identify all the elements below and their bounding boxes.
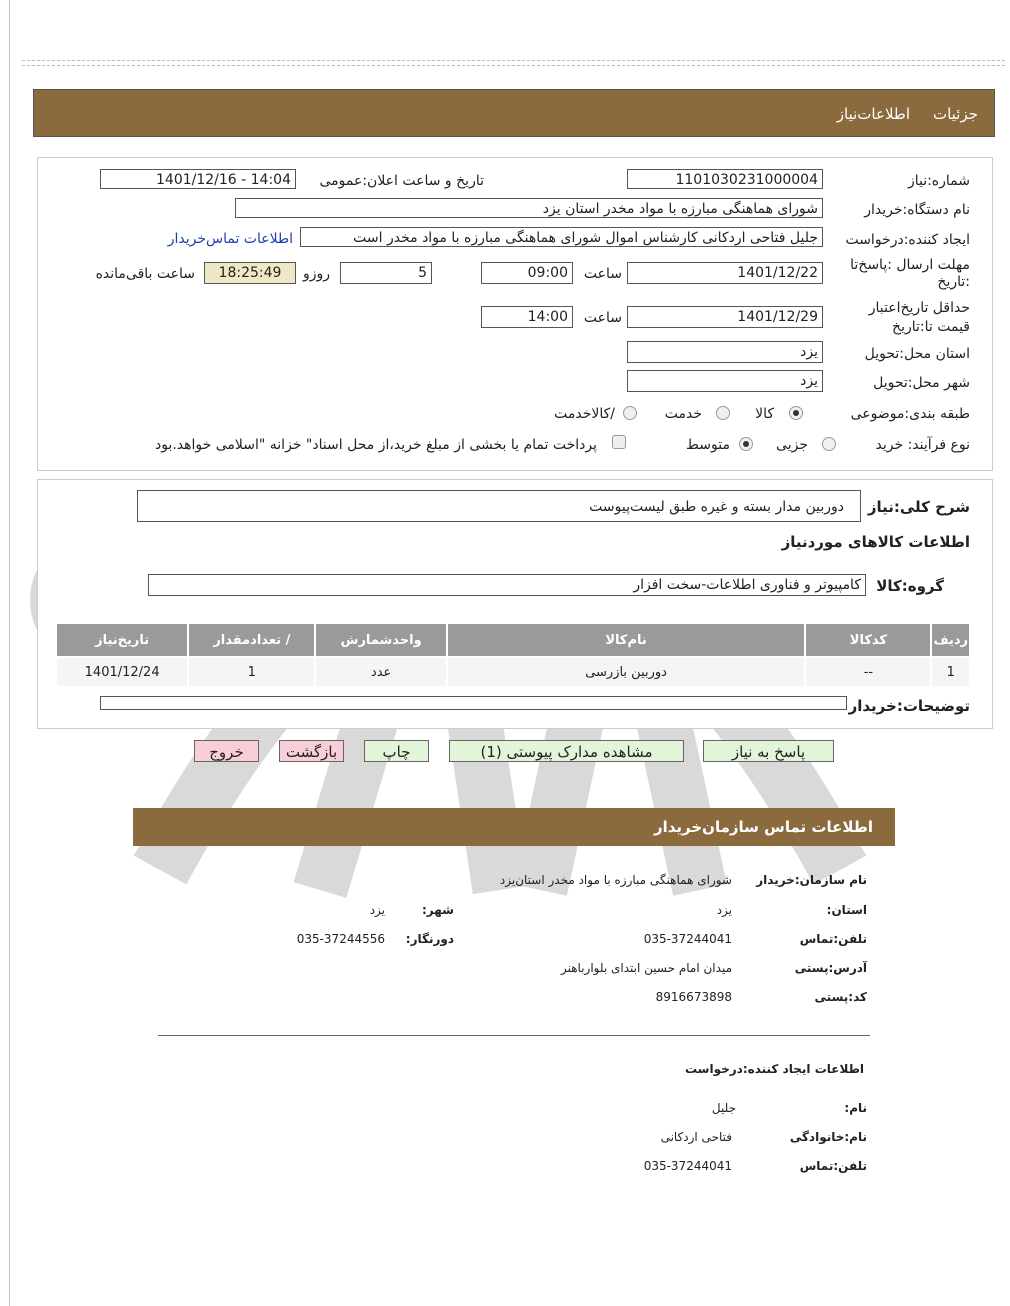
creator-family-label: نام:خانوادگی [789,1130,867,1144]
process-partial-radio[interactable] [822,437,836,451]
deadline-time-field: 09:00 [481,262,573,284]
table-row [56,657,970,687]
cell-quantity: 1 [188,657,315,687]
top-dotted-divider [22,60,1005,66]
need-number-label: شماره:نیاز [907,173,970,189]
view-attachments-button[interactable]: مشاهده مدارک پیوستی (1) [449,740,684,762]
announce-field: 1401/12/16 - 14:04 [100,169,296,189]
category-label: طبقه بندی:موضوعی [850,406,970,422]
contact-address-value: میدان امام حسین ابتدای بلوارباهنر [560,961,732,975]
cell-unit: عدد [315,657,446,687]
col-code: کدکالا [805,623,931,657]
contact-address-label: آدرس:پستی [794,961,867,975]
goods-group-field: کامپیوتر و فناوری اطلاعات-سخت افزار [148,574,866,596]
validity-time-label: ساعت [583,310,622,326]
overview-field: دوربین مدار بسته و غیره طبق لیست‌پیوست [137,490,861,522]
category-service-label: خدمت [664,406,702,422]
buyer-contact-header [133,808,895,846]
cell-name: دوربین بازرسی [447,657,806,687]
col-quantity: / تعدادمقدار [188,623,315,657]
deadline-label-2: :تاریخ [937,274,970,290]
cell-row: 1 [931,657,970,687]
creator-field: جلیل فتاحی اردکانی کارشناس اموال شورای هماهنگی مبارزه با مواد مخدر است [300,227,823,247]
buyer-notes-field [100,696,847,710]
back-button[interactable]: بازگشت [279,740,344,762]
goods-group-label: گروه:کالا [876,577,944,595]
process-partial-label: جزیی [776,437,808,453]
contact-province-label: استان: [826,903,867,917]
goods-info-title: اطلاعات کالاهای موردنیاز [781,533,970,551]
creator-name-value: جلیل [711,1101,736,1115]
buyer-contact-title: اطلاعات تماس سازمان‌خریدار [653,818,873,836]
validity-date-field: 1401/12/29 [627,306,823,328]
goods-table-header-row [56,623,970,657]
remaining-label: ساعت باقی‌مانده [95,266,195,282]
category-goods-service-label: /کالاخدمت [554,406,615,422]
top-navigation-bar [33,89,995,137]
creator-phone-value: 035-37244041 [643,1159,732,1173]
print-button[interactable]: چاپ [364,740,429,762]
contact-divider [158,1035,870,1036]
contact-city-value: یزد [369,903,385,917]
org-label: نام سازمان:خریدار [756,873,867,887]
category-goods-label: کالا [755,406,774,422]
category-goods-service-radio[interactable] [623,406,637,420]
col-name: نام‌کالا [447,623,806,657]
process-label: نوع فرآیند: خرید [875,437,970,453]
contact-phone-value: 035-37244041 [643,932,732,946]
col-unit: واحدشمارش [315,623,446,657]
creator-label: ایجاد کننده:درخواست [845,232,970,248]
remaining-time-field: 18:25:49 [204,262,296,284]
category-service-radio[interactable] [716,406,730,420]
reply-button[interactable]: پاسخ به نیاز [703,740,834,762]
days-field: 5 [340,262,432,284]
org-value: شورای هماهنگی مبارزه با مواد مخدر استان‌یزد [499,873,732,887]
province-label: استان محل:تحویل [864,346,970,362]
tab-details[interactable]: جزئیات [933,105,978,123]
buyer-org-label: نام دستگاه:خریدار [864,202,970,218]
col-need-date: تاریخ‌نیاز [56,623,188,657]
goods-table [55,622,971,688]
contact-postal-value: 8916673898 [655,990,732,1004]
process-medium-radio[interactable] [739,437,753,451]
contact-province-value: یزد [716,903,732,917]
deadline-date-field: 1401/12/22 [627,262,823,284]
city-field: یزد [627,370,823,392]
announce-label: تاریخ و ساعت اعلان:عمومی [319,173,484,189]
category-goods-radio[interactable] [789,406,803,420]
buyer-org-field: شورای هماهنگی مبارزه با مواد مخدر استان یزد [235,198,823,218]
contact-fax-value: 035-37244556 [296,932,385,946]
buyer-notes-label: توضیحات:خریدار [848,697,970,715]
deadline-label: مهلت ارسال :پاسخ‌تا [850,257,970,273]
province-field: یزد [627,341,823,363]
need-number-field: 1101030231000004 [627,169,823,189]
process-medium-label: متوسط [686,437,730,453]
overview-label: شرح کلی:نیاز [867,498,970,516]
cell-need-date: 1401/12/24 [56,657,188,687]
left-border-line [9,0,10,1306]
creator-family-value: فتاحی اردکانی [660,1130,732,1144]
contact-postal-label: کد:پستی [814,990,867,1004]
treasury-payment-label: پرداخت تمام یا بخشی از مبلغ خرید،از محل اسناد" خزانه "اسلامی خواهد.بود [154,437,597,453]
city-label: شهر محل:تحویل [873,375,970,391]
tab-need-info[interactable]: اطلاعات‌نیاز [836,105,910,123]
contact-city-label: شهر: [422,903,454,917]
validity-label: حداقل تاریخ‌اعتبار [868,300,970,316]
contact-phone-label: تلفن:تماس [799,932,867,946]
buyer-contact-link[interactable]: اطلاعات تماس‌خریدار [167,231,293,247]
validity-label-2: قیمت تا:تاریخ [892,319,970,335]
creator-name-label: نام: [844,1101,867,1115]
exit-button[interactable]: خروج [194,740,259,762]
validity-time-field: 14:00 [481,306,573,328]
creator-info-title: اطلاعات ایجاد کننده:درخواست [684,1062,864,1076]
treasury-payment-checkbox[interactable] [612,435,626,449]
cell-code: -- [805,657,931,687]
col-row: ردیف [931,623,970,657]
creator-phone-label: تلفن:تماس [799,1159,867,1173]
contact-fax-label: دورنگار: [405,932,454,946]
deadline-time-label: ساعت [583,266,622,282]
day-and-label: روزو [302,266,330,282]
